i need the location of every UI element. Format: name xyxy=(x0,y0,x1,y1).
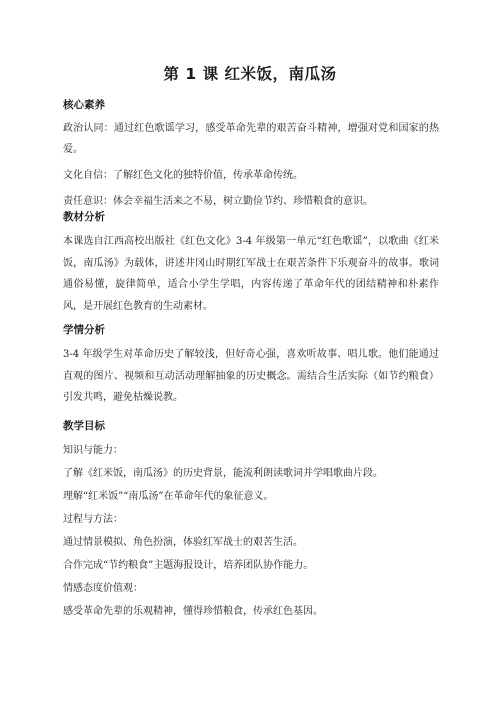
section-heading: 学情分析 xyxy=(63,324,105,336)
section-teaching-goals xyxy=(63,416,439,622)
goal-knowledge-item: 理解“红米饭”“南瓜汤”在革命年代的象征意义。 xyxy=(63,491,274,502)
goal-label-emotion: 情感态度价值观： xyxy=(63,583,143,594)
goal-knowledge-item: 了解《红米饭，南瓜汤》的历史背景，能流利朗读歌词并学唱歌曲片段。 xyxy=(63,468,383,479)
section-core-literacy xyxy=(63,95,439,212)
section-heading: 教材分析 xyxy=(63,211,105,223)
goal-emotion-item: 感受革命先辈的乐观精神，懂得珍惜粮食，传承红色基因。 xyxy=(63,606,323,617)
lesson-title: 第 1 课 红米饭，南瓜汤 xyxy=(163,65,337,83)
goal-process-item: 通过情景模拟、角色扮演，体验红军战士的艰苦生活。 xyxy=(63,537,303,548)
core-item-political: 政治认同：通过红色歌谣学习，感受革命先辈的艰苦奋斗精神，增强对党和国家的热爱。 xyxy=(63,123,439,155)
section-student-analysis xyxy=(63,320,439,409)
material-analysis-text: 本课选自江西高校出版社《红色文化》3-4 年级第一单元“红色歌谣”，以歌曲《红米饭，南瓜汤》为载体，讲述井冈山时期红军战士在艰苦条件下乐观奋斗的故事。歌词通俗易懂，旋律简单，适合小学生学唱，内容传递了革命年代的团结精神和朴素作风，是开展红色教育的生动素材。 xyxy=(63,236,439,312)
section-heading: 教学目标 xyxy=(63,420,105,432)
core-item-culture: 文化自信：了解红色文化的独特价值，传承革命传统。 xyxy=(63,170,303,181)
section-material-analysis xyxy=(63,207,439,317)
core-item-responsibility: 责任意识：体会幸福生活来之不易，树立勤俭节约、珍惜粮食的意识。 xyxy=(63,196,373,207)
goal-process-item: 合作完成“节约粮食”主题海报设计，培养团队协作能力。 xyxy=(63,560,314,571)
goal-label-process: 过程与方法： xyxy=(63,514,123,525)
goal-label-knowledge: 知识与能力： xyxy=(63,445,123,456)
student-analysis-text: 3-4 年级学生对革命历史了解较浅，但好奇心强，喜欢听故事、唱儿歌。他们能通过直观的图片、视频和互动活动理解抽象的历史概念。需结合生活实际（如节约粮食）引发共鸣，避免枯燥说教。 xyxy=(63,349,439,403)
section-heading: 核心素养 xyxy=(63,99,105,111)
